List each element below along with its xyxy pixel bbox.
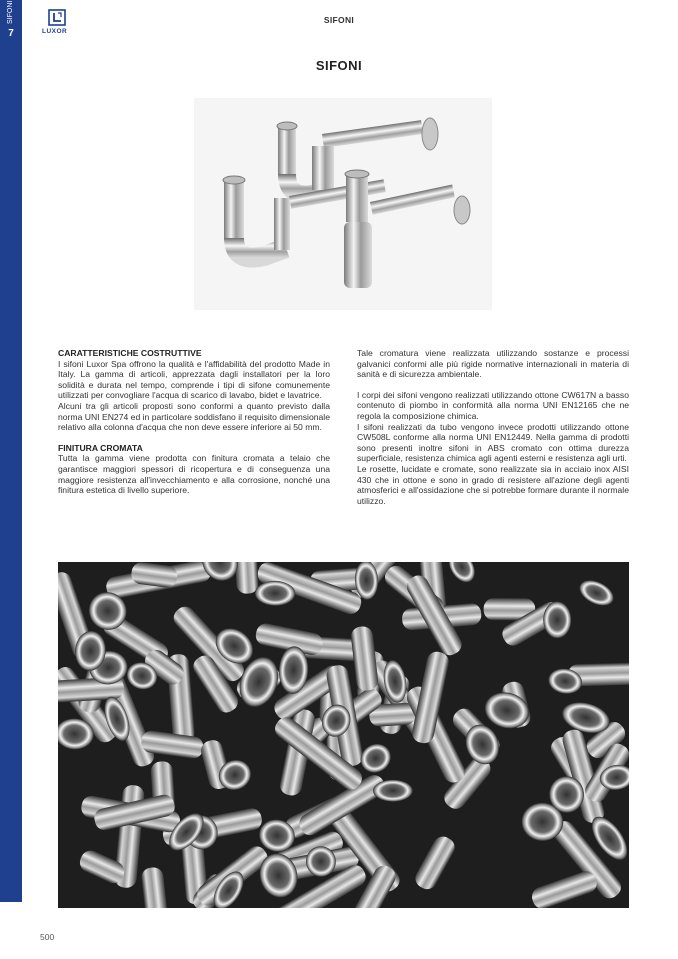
- paragraph: Alcuni tra gli articoli proposti sono conformi a quanto previsto dalla norma UNI EN274 ed in particolare soddisfano il requisito dimensionale relativo alla colonna d'acqua che non deve essere inferiore ai 50 mm.: [58, 400, 330, 433]
- text-column-left: [58, 348, 330, 496]
- paragraph: I corpi dei sifoni vengono realizzati utilizzando ottone CW617N a basso contenuto di piombo in conformità alla norma UNI EN12165 che ne regola la composizione chimica.: [357, 389, 629, 421]
- paragraph: Tale cromatura viene realizzata utilizzando sostanze e processi galvanici conformi alle più rigide normative internazionali in materia di sanità e di sicurezza ambientale.: [357, 348, 629, 380]
- paragraph: I sifoni Luxor Spa offrono la qualità e l'affidabilità del prodotto Made in Italy. La gamma di articoli, apprezzata dagli installatori per la loro solidità e durata nel tempo, comprende i tipi di sifone comunemente utilizzati per convogliare l'acqua di scarico di lavabo, bidet e lavatrice.: [58, 358, 330, 401]
- pipe-opening: [373, 780, 413, 802]
- page-title: SIFONI: [315, 58, 363, 73]
- chapter-sidebar: [0, 0, 22, 902]
- section-heading-chrome-finish: FINITURA CROMATA: [58, 442, 143, 453]
- paragraph: Le rosette, lucidate e cromate, sono realizzate sia in acciaio inox AISI 430 che in ottone e sono in grado di resistere all'azione degli agenti atmosferici e all'ossidazione che si potrebbe formare durante il normale utilizzo.: [357, 463, 629, 506]
- text-column-right: [357, 348, 629, 506]
- pipe-segment: [235, 562, 259, 594]
- paragraph: Tutta la gamma viene prodotta con finitura cromata a telaio che garantisce maggiori spessori di ricopertura e di conseguenza una maggiore resistenza all'invecchiamento e alla corrosione, nonché una finitura estetica di livello superiore.: [58, 453, 330, 496]
- chapter-number: 7: [8, 28, 14, 39]
- logo-text: LUXOR: [42, 28, 68, 35]
- hero-product-image: [194, 98, 492, 310]
- running-header: SIFONI: [323, 15, 355, 25]
- paragraph: I sifoni realizzati da tubo vengono invece prodotti utilizzando ottone CW508L conforme alla norma UNI EN12449. Nella gamma di prodotti sono presenti inoltre sifoni in ABS cromato con ottima durezza superficiale, resistenza chimica agli agenti esterni e resistenza agli urti.: [357, 421, 629, 464]
- chrome-siphons-photo: [58, 562, 629, 908]
- chapter-label: SIFONI: [7, 0, 14, 24]
- siphon-front-right: [344, 170, 470, 288]
- siphon-illustration: [194, 98, 492, 310]
- section-heading-construction: CARATTERISTICHE COSTRUTTIVE: [58, 348, 202, 358]
- page-number: 500: [40, 932, 55, 942]
- chrome-siphon-pile-illustration: [58, 562, 629, 908]
